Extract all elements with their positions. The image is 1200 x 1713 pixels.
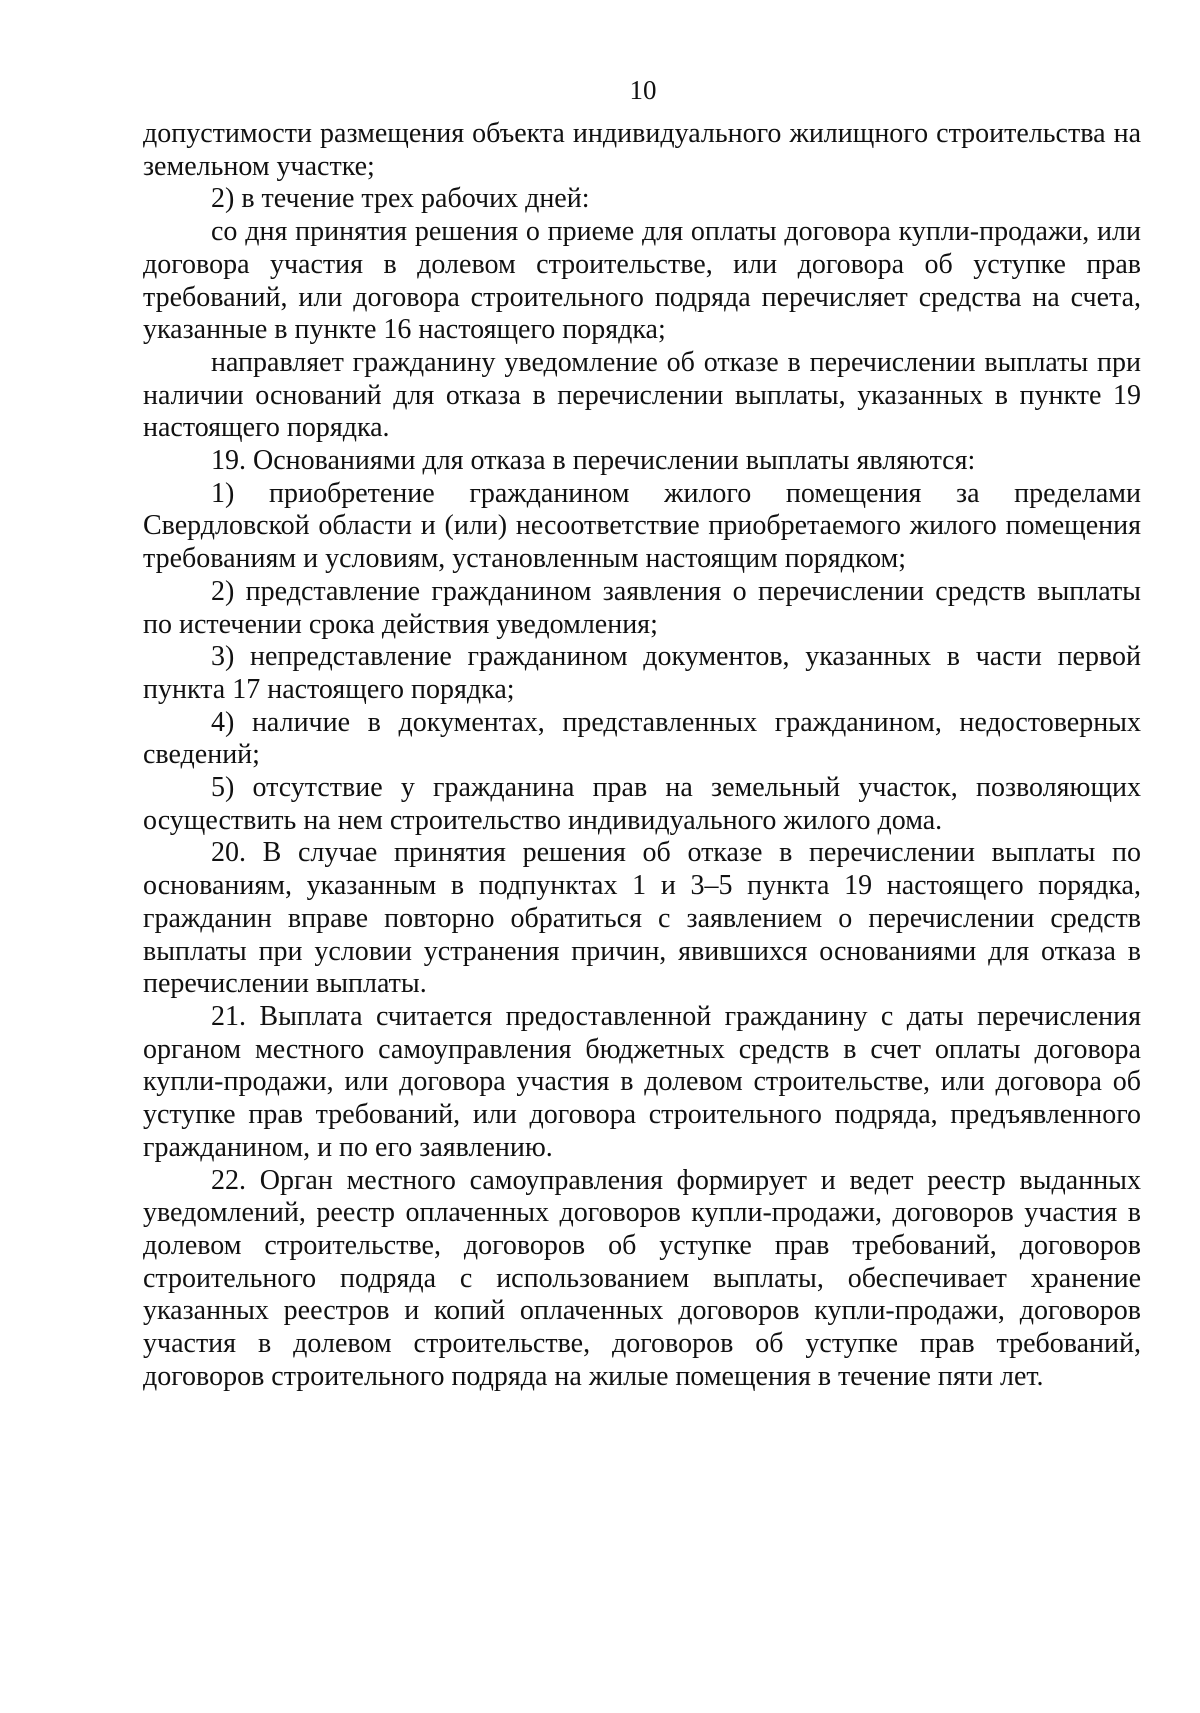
paragraph-19-item-3: 3) непредставление гражданином документов, указанных в части первой пункта 17 настоящего порядка; <box>143 641 1141 705</box>
paragraph-item-2: 2) в течение трех рабочих дней: <box>211 183 590 215</box>
paragraph-19-item-1: 1) приобретение гражданином жилого помещения за пределами Свердловской области и (или) несоответствие приобретаемого жилого помещения требованиям и условиям, установленным настоящим порядком; <box>143 477 1141 575</box>
paragraph-section-21: 21. Выплата считается предоставленной гражданину с даты перечисления органом местного самоуправления бюджетных средств в счет оплаты договора купли-продажи, или договора участия в долевом строительстве, или договора об уступке прав требований, или договора строительного подряда, предъявленного гражданином, и по его заявлению. <box>143 1000 1141 1163</box>
paragraph-section-20: 20. В случае принятия решения об отказе в перечислении выплаты по основаниям, указанным в подпунктах 1 и 3–5 пункта 19 настоящего порядка, гражданин вправе повторно обратиться с заявлением о перечислении средств выплаты при условии устранения причин, явившихся основаниями для отказа в перечислении выплаты. <box>143 837 1141 1000</box>
document-body <box>143 118 1141 1393</box>
paragraph-19-item-4: 4) наличие в документах, представленных гражданином, недостоверных сведений; <box>143 706 1141 771</box>
paragraph-section-22: 22. Орган местного самоуправления формирует и ведет реестр выданных уведомлений, реестр оплаченных договоров купли-продажи, договоров участия в долевом строительстве, договоров об уступке прав требований, договоров строительного подряда с использованием выплаты, обеспечивает хранение указанных реестров и копий оплаченных договоров купли-продажи, договоров участия в долевом строительстве, договоров об уступке прав требований, договоров строительного подряда на жилые помещения в течение пяти лет. <box>143 1164 1141 1392</box>
page-number: 10 <box>629 75 657 105</box>
paragraph-19-item-5: 5) отсутствие у гражданина прав на земельный участок, позволяющих осуществить на нем строительство индивидуального жилого дома. <box>143 772 1141 836</box>
paragraph-transfer-funds: со дня принятия решения о приеме для оплаты договора купли-продажи, или договора участия в долевом строительстве, или договора об уступке прав требований, или договора строительного подряда перечисляет средства на счета, указанные в пункте 16 настоящего порядка; <box>143 216 1141 346</box>
paragraph-section-19: 19. Основаниями для отказа в перечислении выплаты являются: <box>211 445 976 477</box>
paragraph-19-item-2: 2) представление гражданином заявления о перечислении средств выплаты по истечении срока действия уведомления; <box>143 575 1141 640</box>
paragraph-refusal-notice: направляет гражданину уведомление об отказе в перечислении выплаты при наличии оснований для отказа в перечислении выплаты, указанных в пункте 19 настоящего порядка. <box>143 346 1141 444</box>
paragraph-continuation: допустимости размещения объекта индивидуального жилищного строительства на земельном участке; <box>143 118 1141 182</box>
